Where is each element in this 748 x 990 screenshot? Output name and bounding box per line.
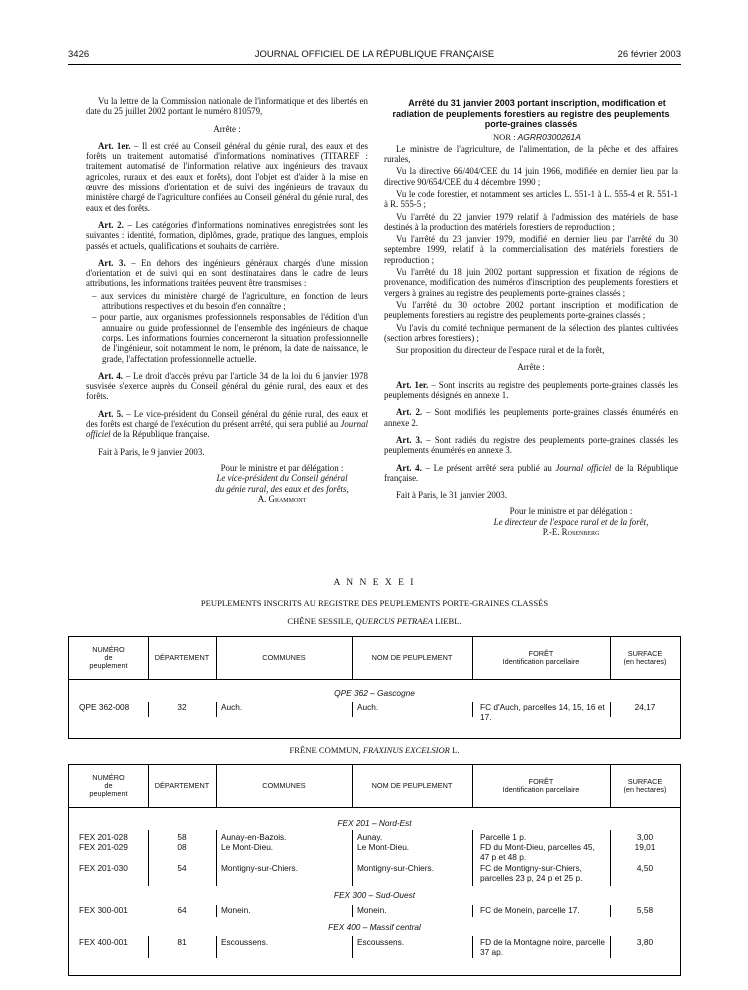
column-tick xyxy=(352,905,353,917)
species-author: L. xyxy=(449,745,460,755)
column-tick xyxy=(216,905,217,917)
article-label: Art. 5. xyxy=(98,408,124,419)
paragraph: Vu l'arrêté du 18 juin 2002 portant suppression et fixation de régions de provenance, modification des numéros d'inscription des peuplements forestiers et vergers à graines au registre des peuplements porte-graines classés ; xyxy=(384,267,678,298)
column-divider xyxy=(472,637,473,679)
cell-departement: 64 xyxy=(177,905,187,915)
article-3-list xyxy=(86,291,368,364)
page-number: 3426 xyxy=(68,49,90,60)
signature-line: Le vice-président du Conseil général xyxy=(216,473,348,484)
col-surface xyxy=(610,637,680,679)
col-communes: COMMUNES xyxy=(262,653,306,662)
paragraph: Vu le code forestier, et notamment ses articles L. 551-1 à L. 555-4 et R. 551-1 à R. 555-5 ; xyxy=(384,188,678,210)
article-label: Art. 2. xyxy=(98,219,124,230)
col-foret xyxy=(472,765,610,807)
article-text: – Sont radiés du registre des peuplements porte-graines classés les peuplements énumérés en annexe 3. xyxy=(384,434,678,456)
table-header xyxy=(69,637,680,680)
paragraph: Vu l'arrêté du 22 janvier 1979 relatif à l'admission des matériels de base destinés à la production des matériels forestiers de reproduction ; xyxy=(384,211,678,232)
species-heading xyxy=(68,616,681,626)
article-text: – Sont inscrits au registre des peuplements porte-graines classés les peuplements désignés en annexe 1. xyxy=(384,379,678,401)
header-rule xyxy=(68,64,681,65)
column-divider xyxy=(216,637,217,679)
cell-departement: 54 xyxy=(177,863,187,873)
article-text: – Les catégories d'informations nominatives enregistrées sont les suivantes : identité, formation, diplômes, grade, pratique des langues, emplois passés et actuels, qualifications et souhaits de carrière. xyxy=(86,219,368,251)
cell-numero: QPE 362-008 xyxy=(79,702,130,712)
column-tick xyxy=(610,905,611,917)
column-divider xyxy=(352,765,353,807)
signature-block xyxy=(196,463,368,504)
cell-numero: FEX 300-001 xyxy=(79,905,128,915)
col-nom: NOM DE PEUPLEMENT xyxy=(371,781,453,790)
cell-commune: Auch. xyxy=(221,702,243,712)
cell-departement: 81 xyxy=(177,937,187,947)
article-4 xyxy=(86,371,368,402)
article-3 xyxy=(86,258,368,289)
column-divider xyxy=(352,637,353,679)
col-foret-label: FORÊT xyxy=(528,777,554,786)
species-author: LIEBL. xyxy=(432,616,462,626)
cell-foret: FD de la Montagne noire, parcelle 37 ap. xyxy=(480,937,605,957)
paragraph: Vu la directive 66/404/CEE du 14 juin 1966, modifiée en dernier lieu par la directive 90/654/CEE du 4 décembre 1990 ; xyxy=(384,166,678,187)
arrete-heading: Arrête : xyxy=(213,123,241,134)
cell-commune: Le Mont-Dieu. xyxy=(221,842,274,852)
annexe-subtitle: PEUPLEMENTS INSCRITS AU REGISTRE DES PEUPLEMENTS PORTE-GRAINES CLASSÉS xyxy=(200,598,549,608)
group-heading: FEX 400 – Massif central xyxy=(328,922,421,932)
table-fraxinus xyxy=(68,764,681,976)
cell-nom: Monein. xyxy=(357,905,387,915)
col-numero: NUMÉRO de peuplement xyxy=(89,645,128,670)
cell-commune: Montigny-sur-Chiers. xyxy=(221,863,298,873)
paragraph: Sur proposition du directeur de l'espace rural et de la forêt, xyxy=(396,345,605,356)
arrete-heading: Arrête : xyxy=(517,362,545,373)
species-latin: QUERCUS PETRAEA xyxy=(355,616,433,626)
decree-title: Arrêté du 31 janvier 2003 portant inscription, modification et radiation de peuplements forestiers au registre des peuplements porte-graines classés xyxy=(392,98,670,129)
column-divider xyxy=(610,765,611,807)
signature-line: du génie rural, des eaux et des forêts, xyxy=(215,483,349,494)
article-label: Art. 4. xyxy=(396,462,422,473)
signatory-name: A. Grammont xyxy=(257,493,307,504)
cell-commune: Aunay-en-Bazois. xyxy=(221,832,287,842)
article-label: Art. 2. xyxy=(396,407,423,418)
journal-ref: Journal officiel xyxy=(86,419,368,440)
article-label: Art. 3. xyxy=(396,434,423,445)
col-surface-sub: (en hectares) xyxy=(623,657,667,666)
cell-departement: 08 xyxy=(177,842,187,852)
column-divider xyxy=(472,765,473,807)
column-tick xyxy=(148,702,149,717)
signature-line: Pour le ministre et par délégation : xyxy=(220,462,344,473)
column-tick xyxy=(148,936,149,958)
column-tick xyxy=(216,830,217,886)
cell-surface: 19,01 xyxy=(634,842,656,852)
col-communes: COMMUNES xyxy=(262,781,306,790)
journal-ref: Journal officiel xyxy=(555,462,612,473)
column-tick xyxy=(610,702,611,717)
list-item: – aux services du ministère chargé de l'agriculture, en fonction de leurs attributions respectives et du besoin d'en connaître ; xyxy=(92,290,368,312)
paragraph: Vu l'avis du comité technique permanent de la sélection des plantes cultivées (section arbres forestiers) ; xyxy=(384,322,678,343)
cell-departement: 32 xyxy=(177,702,187,712)
table-quercus xyxy=(68,636,681,739)
cell-commune: Monein. xyxy=(221,905,251,915)
col-foret-sub: Identification parcellaire xyxy=(502,785,580,794)
article-text: – Le vice-président du Conseil général du génie rural, des eaux et des forêts est chargé de l'exécution du présent arrêté, qui sera publié au xyxy=(86,408,368,430)
cell-foret: FC d'Auch, parcelles 14, 15, 16 et 17. xyxy=(480,702,605,722)
col-numero: NUMÉRO de peuplement xyxy=(89,773,128,798)
col-foret-sub: Identification parcellaire xyxy=(502,657,580,666)
col-surface-sub: (en hectares) xyxy=(623,785,667,794)
column-tick xyxy=(472,936,473,958)
column-tick xyxy=(352,702,353,717)
species-heading xyxy=(68,745,681,755)
article-1 xyxy=(86,141,368,213)
col-surface xyxy=(610,765,680,807)
col-surface-label: SURFACE xyxy=(627,777,663,786)
article-2 xyxy=(384,407,678,428)
intro-paragraph: Vu la lettre de la Commission nationale de l'informatique et des libertés en date du 25 juillet 2002 portant le numéro 810579, xyxy=(86,96,368,117)
column-divider xyxy=(610,637,611,679)
fait-line: Fait à Paris, le 31 janvier 2003. xyxy=(396,490,507,501)
cell-surface: 5,58 xyxy=(636,905,654,915)
species-latin: FRAXINUS EXCELSIOR xyxy=(362,745,450,755)
column-tick xyxy=(610,936,611,958)
column-tick xyxy=(352,936,353,958)
nor-label: NOR : xyxy=(493,131,516,142)
col-foret-label: FORÊT xyxy=(528,649,554,658)
cell-nom: Aunay. xyxy=(357,832,383,842)
col-departement: DÉPARTEMENT xyxy=(154,781,210,790)
table-header xyxy=(69,765,680,808)
article-text: de la République française. xyxy=(384,462,679,483)
page-header xyxy=(68,49,681,63)
nor-reference xyxy=(384,132,678,142)
article-1 xyxy=(384,380,678,401)
journal-title: JOURNAL OFFICIEL DE LA RÉPUBLIQUE FRANÇAISE xyxy=(254,49,495,60)
article-4 xyxy=(384,463,678,484)
left-column xyxy=(86,96,368,504)
column-tick xyxy=(216,936,217,958)
article-text: – Sont modifiés les peuplements porte-graines classés énumérés en annexe 2. xyxy=(384,407,679,428)
column-tick xyxy=(352,830,353,886)
cell-numero: FEX 201-030 xyxy=(79,863,128,873)
species-name: FRÊNE COMMUN, xyxy=(289,745,363,755)
group-heading: FEX 201 – Nord-Est xyxy=(337,818,412,828)
fait-line: Fait à Paris, le 9 janvier 2003. xyxy=(98,446,205,457)
paragraph: Vu l'arrêté du 30 octobre 2002 portant inscription et modification de peuplements forestiers au registre des peuplements porte-graines classés ; xyxy=(384,299,678,321)
signatory-name: P.-E. Rosenberg xyxy=(542,527,600,537)
column-tick xyxy=(148,830,149,886)
article-text: – Le droit d'accès prévu par l'article 34 de la loi du 6 janvier 1978 susvisée s'exerce auprès du Conseil général du génie rural, des eaux et des forêts. xyxy=(86,370,368,402)
cell-departement: 58 xyxy=(177,832,187,842)
article-label: Art. 4. xyxy=(98,370,124,381)
group-heading: FEX 300 – Sud-Ouest xyxy=(333,890,416,900)
article-2 xyxy=(86,220,368,251)
column-tick xyxy=(216,702,217,717)
cell-numero: FEX 400-001 xyxy=(79,937,128,947)
column-divider xyxy=(148,765,149,807)
cell-foret: FC de Monein, parcelle 17. xyxy=(480,905,580,915)
cell-nom: Auch. xyxy=(357,702,379,712)
group-heading: QPE 362 – Gascogne xyxy=(334,688,415,698)
article-label: Art. 1er. xyxy=(396,379,429,390)
column-tick xyxy=(472,830,473,886)
col-foret xyxy=(472,637,610,679)
cell-surface: 3,80 xyxy=(636,937,654,947)
right-column xyxy=(384,98,678,537)
col-nom: NOM DE PEUPLEMENT xyxy=(371,653,453,662)
paragraph: Le ministre de l'agriculture, de l'alimentation, de la pêche et des affaires rurales, xyxy=(384,143,678,165)
species-name: CHÊNE SESSILE, xyxy=(287,616,356,626)
article-text: – En dehors des ingénieurs généraux chargés d'une mission d'orientation et de suivi qui en sont destinataires dans le cadre de leurs attributions, les informations traitées peuvent être transmises : xyxy=(86,257,368,289)
cell-foret: FC de Montigny-sur-Chiers, parcelles 23 p, 24 p et 25 p. xyxy=(480,863,583,883)
annexe-title: A N N E X E I xyxy=(333,578,416,588)
cell-foret: Parcelle 1 p. xyxy=(480,832,527,842)
cell-nom: Escoussens. xyxy=(357,937,405,947)
column-divider xyxy=(148,637,149,679)
col-surface-label: SURFACE xyxy=(627,649,663,658)
article-5 xyxy=(86,409,368,440)
paragraph: Vu l'arrêté du 23 janvier 1979, modifié en dernier lieu par l'arrêté du 30 septembre 1999, relatif à la commercialisation des matériels forestiers de reproduction ; xyxy=(384,234,678,265)
signature-line: Pour le ministre et par délégation : xyxy=(509,506,633,517)
article-3 xyxy=(384,435,678,456)
cell-numero: FEX 201-028 xyxy=(79,832,128,842)
article-text: – Il est créé au Conseil général du génie rural, des eaux et des forêts un traitement automatisé d'informations nominatives (TITAREF : traitement automatisé de l'information relative aux ingénieurs des travaux agricoles, ruraux et des eaux et forêts), dont l'objet est d'aider à la mise en œuvre des missions d'orientation et de suivi des ingénieurs de travaux du ministère chargé de l'agriculture confiées au Conseil général du génie rural, des eaux et des forêts. xyxy=(86,140,368,213)
issue-date: 26 février 2003 xyxy=(617,49,681,60)
cell-foret: FD du Mont-Dieu, parcelles 45, 47 p et 48 p. xyxy=(480,842,595,862)
signature-block xyxy=(464,506,678,537)
article-label: Art. 1er. xyxy=(98,140,131,151)
signature-line: Le directeur de l'espace rural et de la forêt, xyxy=(493,516,649,527)
column-tick xyxy=(472,702,473,717)
cell-numero: FEX 201-029 xyxy=(79,842,128,852)
cell-surface: 3,00 xyxy=(636,832,654,842)
cell-nom: Montigny-sur-Chiers. xyxy=(357,863,434,873)
cell-commune: Escoussens. xyxy=(221,937,269,947)
column-divider xyxy=(216,765,217,807)
article-label: Art. 3. xyxy=(98,257,126,268)
article-text: – Le présent arrêté sera publié au xyxy=(425,462,556,473)
col-departement: DÉPARTEMENT xyxy=(154,653,210,662)
nor-code: AGRR0300261A xyxy=(517,131,581,142)
column-tick xyxy=(472,905,473,917)
article-text: de la République française. xyxy=(110,429,210,440)
list-item: – pour partie, aux organismes professionnels responsables de l'édition d'un annuaire ou guide professionnel de l'ensemble des ingénieurs de chaque corps. Les informations fournies concerneront la situation professionnelle de l'ingénieur, soit notamment le nom, le prénom, la date de naissance, le grade, l'affectation professionnelle actuelle. xyxy=(92,312,368,364)
cell-surface: 4,50 xyxy=(636,863,654,873)
column-tick xyxy=(610,830,611,886)
cell-nom: Le Mont-Dieu. xyxy=(357,842,410,852)
cell-surface: 24,17 xyxy=(634,702,656,712)
